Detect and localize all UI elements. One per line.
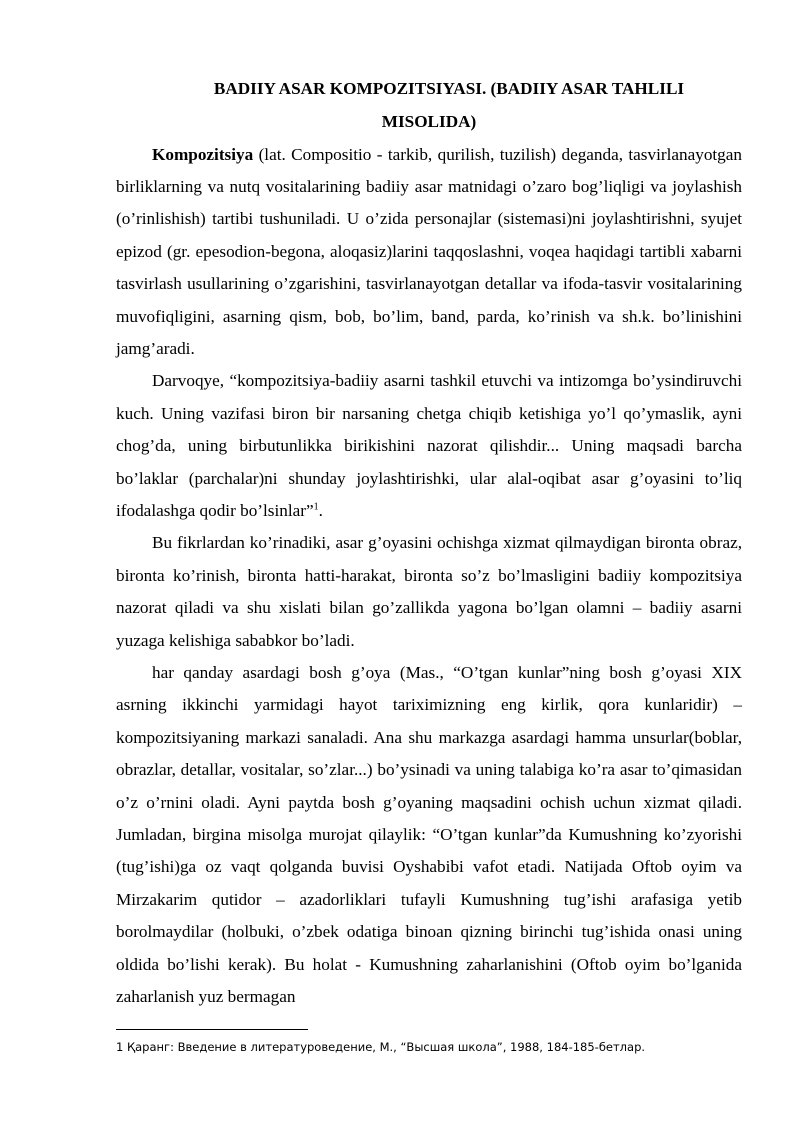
paragraph-2-end: . — [318, 500, 323, 520]
term-kompozitsiya: Kompozitsiya — [152, 144, 254, 164]
footnote: 1 Қаранг: Введение в литературоведение, М., “Высшая школа”, 1988, 184-185-бетлар. — [116, 1040, 646, 1054]
paragraph-1-text: (lat. Compositio - tarkib, qurilish, tuzilish) deganda, tasvirlanayotgan birliklarning va nutq vositalarining badiiy asar matnidagi o’zaro bog’liqligi va joylashish (o’rinlishish) tartibi tushuniladi. U o’zida personajlar (sistemasi)ni joylashtirishni, syujet epizod (gr. epesodion-begona, aloqasiz)larini taqqoslashni, voqea haqidagi tartibli xabarni tasvirlash usullarining o’zgarishini, tasvirlanayotgan detallar va ifoda-tasvir vositalarining muvofiqligini, asarning qism, bob, bo’lim, band, parda, ko’rinish va sh.k. bo’linishini jamg’aradi. — [116, 144, 742, 358]
paragraph-4-text: har qanday asardagi bosh g’oya (Mas., “O’tgan kunlar”ning bosh g’oyasi XIX asrning ikkinchi yarmidagi hayot tariximizning eng kirlik, qora kunlaridir) – kompozitsiyaning markazi sanaladi. Ana shu markazga asardagi hamma unsurlar(boblar, obrazlar, detallar, vositalar, so’zlar...) bo’ysinadi va uning talabiga ko’ra asar to’qimasidan o’z o’rnini oladi. Ayni paytda bosh g’oyaning maqsadini ochish uchun xizmat qiladi. Jumladan, birgina misolga murojat qilaylik: “O’tgan kunlar”da Kumushning ko’zyorishi (tug’ishi)ga oz vaqt qolganda buvisi Oyshabibi vafot etadi. Natijada Oftob oyim va Mirzakarim qutidor – azadorliklari tufayli Kumushning tug’ishi arafasiga yetib borolmaydilar (holbuki, o’zbek odatiga binoan qizning birinchi tug’ishida onasi uning oldida bo’lishi kerak). Bu holat - Kumushning zaharlanishini (Oftob oyim bo’lganida zaharlanish yuz bermagan — [116, 663, 742, 1007]
paragraph-1 — [116, 139, 742, 366]
title-line-1: BADIIY ASAR KOMPOZITSIYASI. (BADIIY ASAR TAHLILI — [213, 79, 685, 98]
footnote-reference[interactable]: 1 — [313, 501, 319, 513]
page-title — [116, 72, 742, 138]
paragraph-3-text: Bu fikrlardan ko’rinadiki, asar g’oyasini ochishga xizmat qilmaydigan bironta obraz, bironta ko’rinish, bironta hatti-harakat, bironta so’z bo’lmasligini badiiy kompozitsiya nazorat qiladi va shu xislati bilan go’zallikda yagona bo’lgan olamni – badiiy asarni yuzaga kelishiga sababkor bo’ladi. — [116, 533, 742, 650]
title-line-2: MISOLIDA) — [381, 112, 477, 131]
paragraph-2 — [116, 365, 742, 527]
document-body — [116, 139, 742, 1014]
paragraph-3 — [116, 527, 742, 657]
footnote-separator — [116, 1029, 308, 1030]
paragraph-2-text: Darvoqye, “kompozitsiya-badiiy asarni tashkil etuvchi va intizomga bo’ysindiruvchi kuch. Uning vazifasi biron bir narsaning chetga chiqib ketishiga yo’l qo’ymaslik, ayni chog’da, uning birbutunlikka birikishini nazorat qilishdir... Uning maqsadi barcha bo’laklar (parchalar)ni shunday joylashtirishki, ular alal-oqibat asar g’oyasini to’liq ifodalashga qodir bo’lsinlar” — [116, 371, 742, 520]
paragraph-4 — [116, 657, 742, 1013]
